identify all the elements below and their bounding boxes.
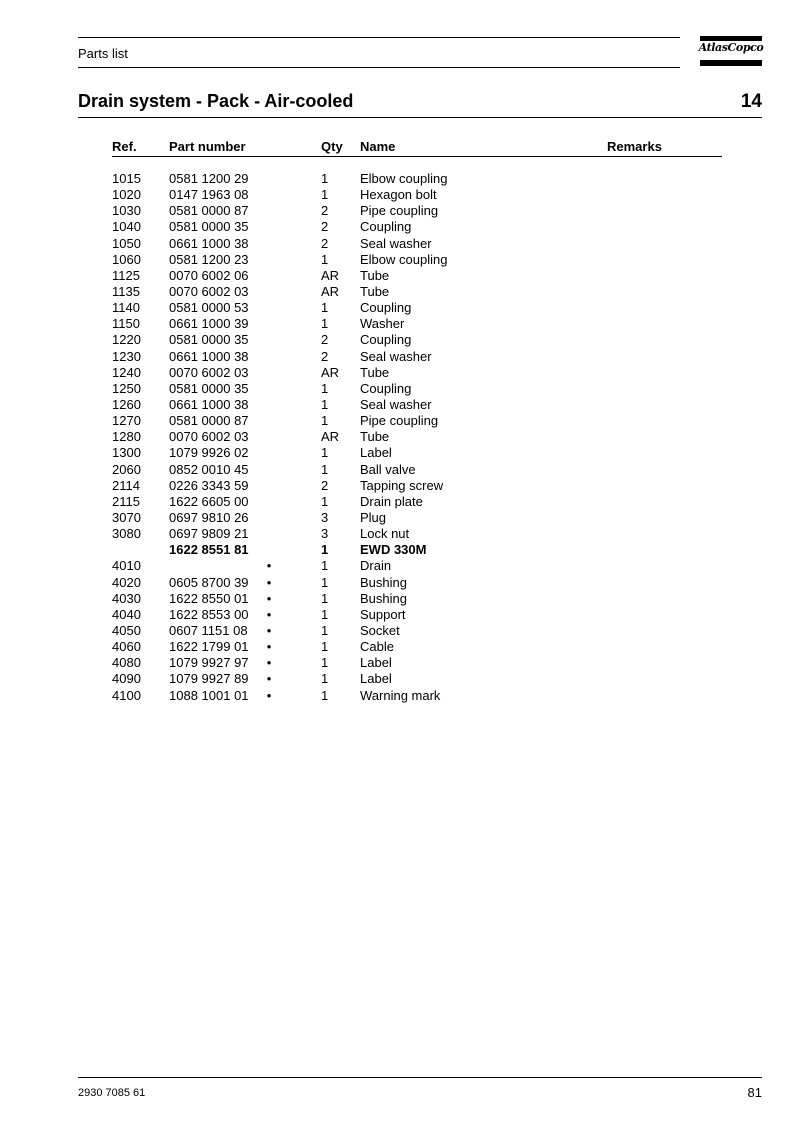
row-qty: 2 bbox=[321, 477, 329, 493]
header-top-rule bbox=[78, 37, 680, 38]
row-part-number: 1622 6605 00 bbox=[169, 493, 249, 509]
row-qty: 1 bbox=[321, 396, 329, 412]
row-ref: 4030 bbox=[112, 590, 141, 606]
page-number: 81 bbox=[747, 1085, 762, 1100]
table-row bbox=[0, 219, 800, 235]
row-bullet: • bbox=[266, 590, 272, 606]
row-qty: 1 bbox=[321, 413, 329, 429]
row-qty: 1 bbox=[321, 300, 329, 316]
row-qty: AR bbox=[321, 429, 340, 445]
row-ref: 4020 bbox=[112, 574, 141, 590]
column-header-ref: Ref. bbox=[112, 139, 137, 154]
row-name: Lock nut bbox=[360, 526, 410, 542]
row-ref: 2060 bbox=[112, 461, 141, 477]
row-ref: 1015 bbox=[112, 171, 141, 186]
row-name: Bushing bbox=[360, 590, 407, 606]
row-part-number: 0607 1151 08 bbox=[169, 622, 248, 638]
row-qty: AR bbox=[321, 267, 340, 283]
row-ref: 1270 bbox=[112, 413, 141, 429]
table-row bbox=[0, 655, 800, 671]
column-header-part-number: Part number bbox=[169, 139, 246, 154]
parts-table-body bbox=[0, 171, 800, 704]
column-header-name: Name bbox=[360, 139, 396, 154]
row-qty: 2 bbox=[321, 348, 329, 364]
row-part-number: 0697 9810 26 bbox=[169, 509, 249, 525]
row-qty: 1 bbox=[321, 187, 329, 203]
row-name: Drain bbox=[360, 558, 392, 574]
row-part-number: 1079 9927 89 bbox=[169, 671, 249, 687]
row-name: Tube bbox=[360, 364, 390, 380]
row-ref: 3080 bbox=[112, 526, 141, 542]
table-row bbox=[0, 365, 800, 381]
row-ref: 4080 bbox=[112, 655, 141, 671]
atlas-copco-logo bbox=[700, 36, 762, 66]
row-name: Coupling bbox=[360, 380, 412, 396]
row-qty: 1 bbox=[321, 380, 329, 396]
row-ref: 1220 bbox=[112, 332, 141, 348]
row-part-number: 0581 0000 35 bbox=[169, 332, 249, 348]
row-qty: 1 bbox=[321, 493, 329, 509]
row-ref: 4100 bbox=[112, 687, 141, 703]
row-part-number: 0070 6002 06 bbox=[169, 267, 249, 283]
row-qty: AR bbox=[321, 283, 340, 299]
row-name: Label bbox=[360, 671, 392, 687]
row-name: Coupling bbox=[360, 300, 412, 316]
row-name: Seal washer bbox=[360, 235, 432, 251]
row-part-number: 0661 1000 39 bbox=[169, 316, 249, 332]
row-name: Label bbox=[360, 655, 392, 671]
table-row bbox=[0, 510, 800, 526]
row-part-number: 0661 1000 38 bbox=[169, 348, 249, 364]
row-ref: 2114 bbox=[112, 477, 140, 493]
row-part-number: 1622 8553 00 bbox=[169, 606, 249, 622]
row-qty: 1 bbox=[321, 622, 329, 638]
logo-bottom-bar bbox=[700, 60, 762, 66]
table-row bbox=[0, 187, 800, 203]
row-name: Coupling bbox=[360, 219, 412, 235]
row-qty: 2 bbox=[321, 219, 329, 235]
table-row bbox=[0, 300, 800, 316]
table-row bbox=[0, 623, 800, 639]
row-bullet: • bbox=[266, 606, 272, 622]
row-bullet: • bbox=[266, 574, 272, 590]
header-bottom-rule bbox=[78, 67, 680, 68]
row-ref: 1150 bbox=[112, 316, 140, 332]
table-row bbox=[0, 607, 800, 623]
row-qty: 3 bbox=[321, 526, 329, 542]
row-name: Tapping screw bbox=[360, 477, 444, 493]
table-row bbox=[0, 203, 800, 219]
row-part-number: 0661 1000 38 bbox=[169, 235, 249, 251]
row-part-number: 1622 8550 01 bbox=[169, 590, 249, 606]
row-ref: 4060 bbox=[112, 639, 141, 655]
row-qty: 1 bbox=[321, 251, 329, 267]
table-row bbox=[0, 236, 800, 252]
row-qty: 1 bbox=[321, 574, 329, 590]
row-ref: 3070 bbox=[112, 509, 141, 525]
row-part-number: 0605 8700 39 bbox=[169, 574, 249, 590]
table-row bbox=[0, 558, 800, 574]
table-row bbox=[0, 575, 800, 591]
page-title: Drain system - Pack - Air-cooled bbox=[78, 91, 354, 111]
row-part-number: 0581 0000 53 bbox=[169, 300, 249, 316]
row-ref: 1040 bbox=[112, 219, 141, 235]
row-name: Hexagon bolt bbox=[360, 187, 437, 203]
row-bullet: • bbox=[266, 622, 272, 638]
row-part-number: 0070 6002 03 bbox=[169, 364, 249, 380]
row-bullet: • bbox=[266, 558, 272, 574]
row-qty: 2 bbox=[321, 332, 329, 348]
row-part-number: 0581 0000 87 bbox=[169, 413, 249, 429]
row-part-number: 0147 1963 08 bbox=[169, 187, 249, 203]
row-name: EWD 330M bbox=[360, 542, 427, 558]
row-name: Washer bbox=[360, 316, 405, 332]
row-name: Drain plate bbox=[360, 493, 423, 509]
table-row bbox=[0, 494, 800, 510]
row-ref: 4040 bbox=[112, 606, 141, 622]
row-ref: 1260 bbox=[112, 396, 141, 412]
row-ref: 1240 bbox=[112, 364, 141, 380]
table-row bbox=[0, 639, 800, 655]
row-name: Seal washer bbox=[360, 348, 432, 364]
row-part-number: 0581 1200 29 bbox=[169, 171, 249, 186]
row-ref: 1050 bbox=[112, 235, 141, 251]
row-qty: 1 bbox=[321, 606, 329, 622]
title-rule bbox=[78, 117, 762, 118]
row-qty: 1 bbox=[321, 461, 329, 477]
table-row bbox=[0, 591, 800, 607]
row-qty: 1 bbox=[321, 639, 329, 655]
row-name: Seal washer bbox=[360, 396, 432, 412]
row-part-number: 1079 9927 97 bbox=[169, 655, 249, 671]
row-name: Pipe coupling bbox=[360, 203, 439, 219]
table-row bbox=[0, 284, 800, 300]
footer-rule bbox=[78, 1077, 762, 1078]
row-part-number: 0070 6002 03 bbox=[169, 429, 249, 445]
table-row bbox=[0, 445, 800, 461]
row-qty: 1 bbox=[321, 558, 329, 574]
table-row bbox=[0, 171, 800, 187]
table-row bbox=[0, 542, 800, 558]
row-qty: 1 bbox=[321, 445, 329, 461]
row-part-number: 1622 1799 01 bbox=[169, 639, 249, 655]
row-ref: 4010 bbox=[112, 558, 141, 574]
row-part-number: 0581 0000 35 bbox=[169, 380, 249, 396]
row-part-number: 1088 1001 01 bbox=[169, 687, 249, 703]
row-part-number: 0070 6002 03 bbox=[169, 283, 249, 299]
table-row bbox=[0, 397, 800, 413]
row-name: Warning mark bbox=[360, 687, 441, 703]
row-name: Coupling bbox=[360, 332, 412, 348]
row-name: Tube bbox=[360, 283, 390, 299]
row-ref: 1250 bbox=[112, 380, 141, 396]
row-qty: 1 bbox=[321, 671, 329, 687]
row-bullet: • bbox=[266, 655, 272, 671]
row-qty: 2 bbox=[321, 235, 329, 251]
row-name: Plug bbox=[360, 509, 387, 525]
row-qty: 1 bbox=[321, 590, 329, 606]
table-row bbox=[0, 381, 800, 397]
row-name: Tube bbox=[360, 429, 390, 445]
row-name: Pipe coupling bbox=[360, 413, 439, 429]
section-label: Parts list bbox=[78, 46, 128, 61]
table-row bbox=[0, 268, 800, 284]
logo-wordmark: AtlasCopco bbox=[698, 41, 764, 54]
row-name: Support bbox=[360, 606, 406, 622]
table-row bbox=[0, 332, 800, 348]
row-name: Cable bbox=[360, 639, 394, 655]
row-name: Elbow coupling bbox=[360, 251, 448, 267]
row-name: Elbow coupling bbox=[360, 171, 448, 186]
column-header-qty: Qty bbox=[321, 139, 343, 154]
row-qty: 1 bbox=[321, 687, 329, 703]
row-ref: 1140 bbox=[112, 300, 140, 316]
row-bullet: • bbox=[266, 687, 272, 703]
table-row bbox=[0, 429, 800, 445]
row-ref: 1125 bbox=[112, 267, 140, 283]
row-qty: 1 bbox=[321, 171, 329, 186]
table-row bbox=[0, 671, 800, 687]
row-name: Ball valve bbox=[360, 461, 416, 477]
row-ref: 1280 bbox=[112, 429, 141, 445]
row-ref: 1230 bbox=[112, 348, 141, 364]
row-ref: 1300 bbox=[112, 445, 141, 461]
table-row bbox=[0, 349, 800, 365]
row-qty: 2 bbox=[321, 203, 329, 219]
chapter-number: 14 bbox=[740, 91, 762, 112]
table-row bbox=[0, 252, 800, 268]
row-part-number: 0581 0000 35 bbox=[169, 219, 249, 235]
row-ref: 1060 bbox=[112, 251, 141, 267]
table-row bbox=[0, 478, 800, 494]
row-part-number: 1079 9926 02 bbox=[169, 445, 249, 461]
row-name: Socket bbox=[360, 622, 400, 638]
row-part-number: 1622 8551 81 bbox=[169, 542, 249, 558]
row-bullet: • bbox=[266, 639, 272, 655]
table-row bbox=[0, 413, 800, 429]
row-name: Label bbox=[360, 445, 392, 461]
row-part-number: 0581 1200 23 bbox=[169, 251, 249, 267]
row-qty: AR bbox=[321, 364, 340, 380]
document-number: 2930 7085 61 bbox=[78, 1087, 146, 1099]
row-ref: 2115 bbox=[112, 493, 140, 509]
column-header-remarks: Remarks bbox=[607, 139, 662, 154]
table-row bbox=[0, 688, 800, 704]
row-qty: 3 bbox=[321, 509, 329, 525]
row-name: Tube bbox=[360, 267, 390, 283]
row-part-number: 0661 1000 38 bbox=[169, 396, 249, 412]
row-ref: 4090 bbox=[112, 671, 141, 687]
row-qty: 1 bbox=[321, 542, 329, 558]
row-qty: 1 bbox=[321, 655, 329, 671]
row-ref: 1030 bbox=[112, 203, 141, 219]
row-qty: 1 bbox=[321, 316, 329, 332]
row-part-number: 0226 3343 59 bbox=[169, 477, 249, 493]
row-bullet: • bbox=[266, 671, 272, 687]
table-row bbox=[0, 316, 800, 332]
row-part-number: 0581 0000 87 bbox=[169, 203, 249, 219]
row-ref: 1135 bbox=[112, 283, 140, 299]
table-header-rule bbox=[112, 156, 722, 157]
row-ref: 4050 bbox=[112, 622, 141, 638]
row-part-number: 0852 0010 45 bbox=[169, 461, 249, 477]
table-row bbox=[0, 462, 800, 478]
row-part-number: 0697 9809 21 bbox=[169, 526, 249, 542]
row-ref: 1020 bbox=[112, 187, 141, 203]
table-row bbox=[0, 526, 800, 542]
row-name: Bushing bbox=[360, 574, 407, 590]
